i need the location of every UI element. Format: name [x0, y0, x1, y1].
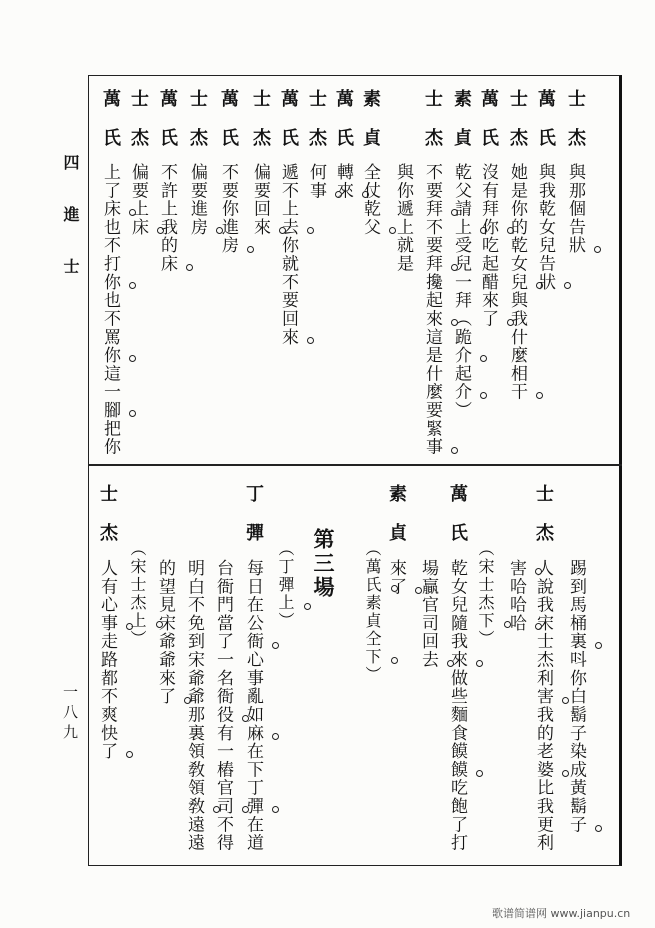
dialogue-text-continued: 踢到馬桶裏呌你白鬍子染成黃鬍子 [566, 559, 586, 834]
dialogue-text: 偏要上床 [128, 163, 148, 237]
speaker-name: 丁彈 [243, 484, 264, 562]
speaker-name: 萬氏 [478, 89, 499, 167]
stage-direction: （宋士杰下） [476, 540, 495, 648]
dialogue-text: 上了床也不打你也不罵你這一腳把你 [100, 163, 120, 456]
dialogue-text: 人有心事走路都不爽快了 [97, 559, 117, 761]
stage-direction: （萬氏素貞仝下） [363, 540, 382, 684]
dialogue-text-continued: 明白不免到宋爺爺那裏領敎領敎遠遠 [184, 559, 204, 852]
dialogue-text-continued: 場贏官司回去 [418, 559, 438, 669]
dialogue-text: 全仗乾父 [360, 163, 380, 237]
dialogue-text: 乾女兒隨我來做些麵食饃饃吃飽了打 [447, 559, 467, 852]
dialogue-text: 何事 [306, 163, 326, 200]
speaker-name: 萬氏 [447, 484, 468, 562]
stage-direction: （宋士杰上） [128, 540, 147, 648]
dialogue-text: 沒有拜你吃起醋來了 [478, 163, 498, 328]
dialogue-text: 不要你進房 [218, 163, 238, 255]
dialogue-text: 遞不上去你就不要回來 [278, 163, 298, 347]
dialogue-text-continued: 害哈哈哈 [506, 559, 526, 633]
speaker-name: 士杰 [533, 484, 554, 562]
speaker-name: 士杰 [97, 484, 118, 562]
page-number: 一八九 [61, 684, 79, 744]
dialogue-text: 與那個告狀 [565, 163, 585, 255]
speaker-name: 萬氏 [157, 89, 178, 167]
site-watermark: 歌谱简谱网 www.jianpu.cn [492, 907, 631, 920]
running-head: 四進士 [61, 154, 80, 310]
speaker-name: 萬氏 [535, 89, 556, 167]
speaker-name: 士杰 [565, 89, 586, 167]
dialogue-text-continued: 的望見宋爺爺來了 [155, 559, 175, 706]
dialogue-text: 人說我宋士杰利害我的老婆比我更利 [533, 559, 553, 852]
speaker-name: 士杰 [306, 89, 327, 167]
dialogue-text: 不許上我的床 [157, 163, 177, 273]
dialogue-text: 不要拜不要拜攙起來這是什麼要緊事 [422, 163, 442, 456]
dialogue-text: 與我乾女兒告狀 [535, 163, 555, 292]
dialogue-text: 她是你的乾女兒與我什麼相干 [507, 163, 527, 402]
dialogue-text-continued: 與你遞上就是 [393, 163, 413, 273]
speaker-name: 素貞 [360, 89, 381, 167]
speaker-name: 萬氏 [278, 89, 299, 167]
speaker-name: 萬氏 [100, 89, 121, 167]
dialogue-text: 每日在公衙心事亂如麻在下丁彈在道 [243, 559, 263, 852]
speaker-name: 素貞 [451, 89, 472, 167]
dialogue-text: 來了 [386, 559, 406, 596]
speaker-name: 素貞 [386, 484, 407, 562]
speaker-name: 萬氏 [333, 89, 354, 167]
dialogue-text-continued: 台衙門當了一名衙役有一樁官司不得 [213, 559, 233, 852]
dialogue-text: 乾父請上受兒一拜（跪介起介） [451, 163, 471, 420]
dialogue-text: 轉來 [333, 163, 353, 200]
section-divider [88, 464, 622, 466]
speaker-name: 士杰 [250, 89, 271, 167]
speaker-name: 士杰 [128, 89, 149, 167]
speaker-name: 士杰 [187, 89, 208, 167]
scene-heading: 第三場 [311, 528, 336, 600]
speaker-name: 萬氏 [218, 89, 239, 167]
speaker-name: 士杰 [422, 89, 443, 167]
dialogue-text: 偏要進房 [187, 163, 207, 237]
stage-direction: （丁彈上） [276, 540, 295, 630]
dialogue-text: 偏要回來 [250, 163, 270, 237]
speaker-name: 士杰 [507, 89, 528, 167]
